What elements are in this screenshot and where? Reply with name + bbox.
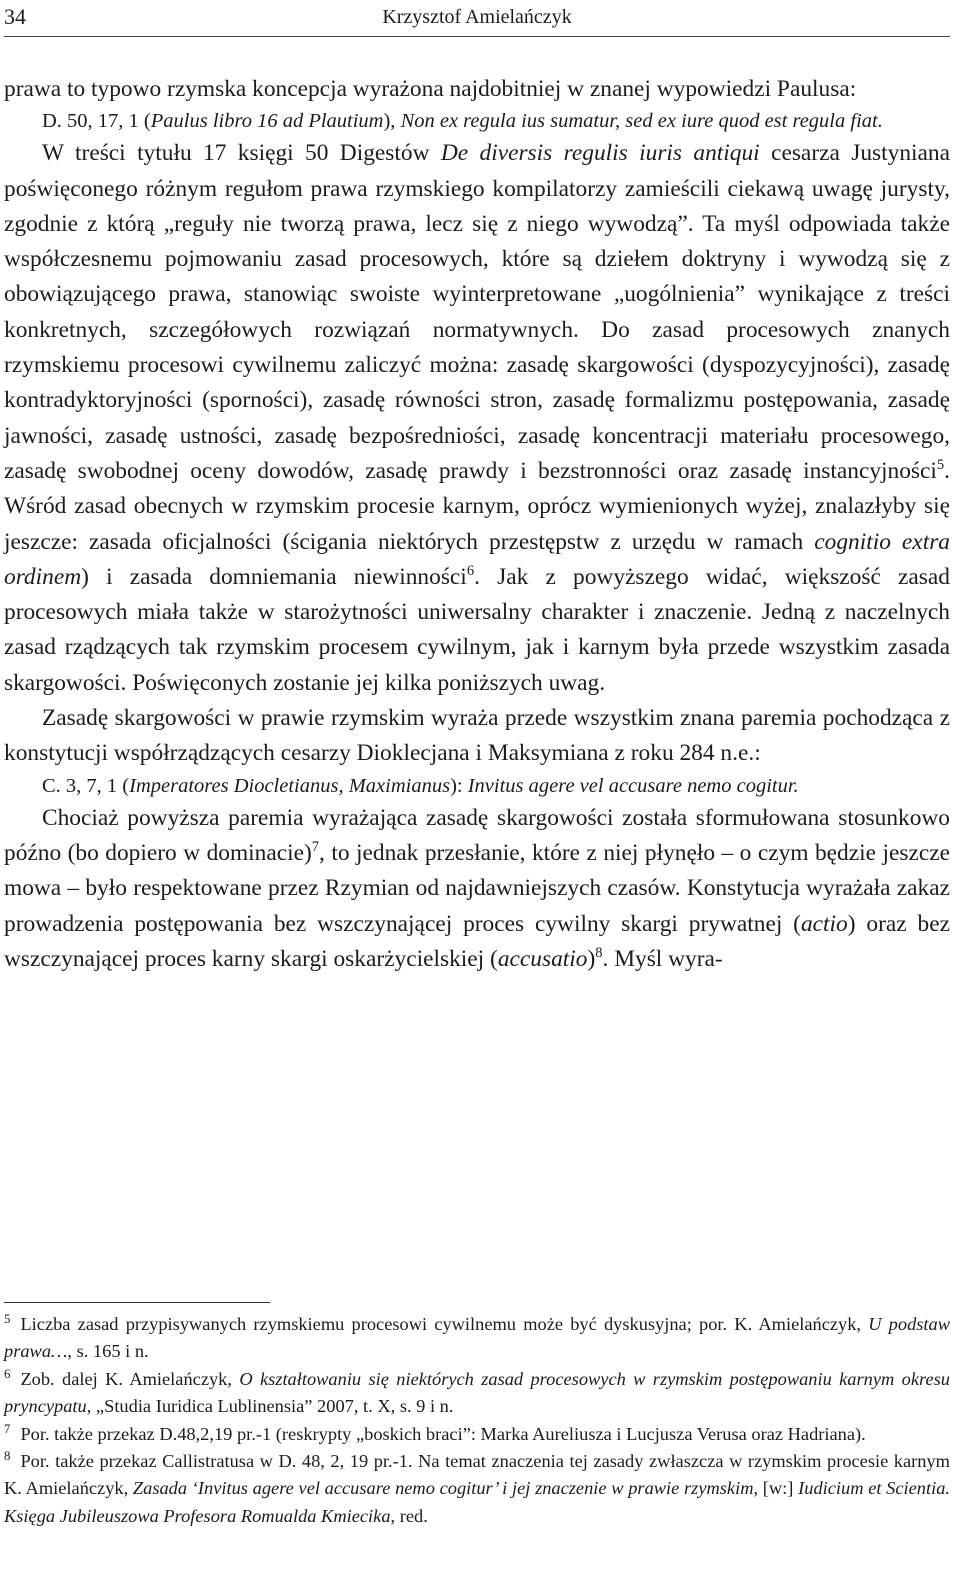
latin-term: actio (800, 910, 848, 937)
quote-text: Non ex regula ius sumatur, sed ex iure quod est regula fiat. (400, 110, 883, 133)
footnote-number: 7 (4, 1421, 11, 1436)
quote-punctuation: ), (383, 110, 401, 133)
footnote-ref-7[interactable]: 7 (311, 839, 320, 856)
paragraph-1 (4, 72, 950, 107)
paragraph-4-text-e: . Myśl wyra- (602, 945, 723, 972)
quote-citation: D. 50, 17, 1 ( (42, 110, 151, 133)
footnote-title: U podstaw prawa… (4, 1314, 950, 1362)
quote-source: Imperatores Diocletianus, Maximianus (129, 774, 451, 797)
paragraph-3 (4, 701, 950, 772)
latin-term: cognitio extra ordinem (4, 528, 950, 590)
paragraph-2-text-c: . Wśród zasad obecnych w rzymskim procesie karnym, oprócz wymienionych wyżej, znalazłyby się jeszcze: zasada oficjalności (ścigania niektórych przestępstw z urzędu w ramach (4, 457, 950, 555)
paragraph-1-text: prawa to typowo rzymska koncepcja wyrażona najdobitniej w znanej wypowiedzi Paulusa: (4, 76, 857, 102)
footnote-5 (4, 1311, 950, 1366)
header-rule (4, 36, 950, 37)
footnote-text: , [w:] (753, 1478, 799, 1499)
footnote-separator (4, 1302, 270, 1303)
footnote-text: Zob. dalej K. Amielańczyk, (20, 1368, 240, 1389)
footnote-number: 5 (4, 1311, 11, 1326)
paragraph-4 (4, 801, 950, 977)
paragraph-2-text-a: W treści tytułu 17 księgi 50 Digestów (42, 140, 441, 167)
footnote-ref-8[interactable]: 8 (595, 945, 603, 962)
footnote-ref-6[interactable]: 6 (466, 563, 475, 580)
footnote-ref-5[interactable]: 5 (936, 457, 945, 474)
footnote-6 (4, 1366, 950, 1421)
paragraph-2-text-b: cesarza Justyniana poświęconego różnym regułom prawa rzymskiego kompilatorzy zamieścili ciekawą uwagę jurysty, zgodnie z którą „reguły nie tworzą prawa, lecz się z niego wywodzą”. Ta myśl odpowiada także współczesnemu pojmowaniu zasad procesowych, które są dziełem doktryny i wywodzą się z obowiązującego prawa, stanowiąc swoiste wyinterpretowane „uogólnienia” wynikające z treści konkretnych, szczegółowych rozwiązań normatywnych. Do zasad procesowych znanych rzymskiemu procesowi cywilnemu zaliczyć można: zasadę skargowości (dyspozycyjności), zasadę kontradyktoryjności (sporności), zasadę równości stron, zasadę formalizmu postępowania, zasadę jawności, zasadę ustności, zasadę bezpośredniości, zasadę koncentracji materiału procesowego, zasadę swobodnej oceny dowodów, zasadę prawdy i bezstronności oraz zasadę instancyjności (4, 140, 950, 484)
footnotes (4, 1311, 950, 1530)
footnote-7 (4, 1421, 950, 1448)
quote-citation: C. 3, 7, 1 ( (42, 774, 130, 797)
paragraph-2 (4, 136, 950, 701)
paragraph-2-text-e: . Jak z powyższego widać, większość zasad procesowych miała także w starożytności uniwersalny charakter i znaczenie. Jedną z naczelnych zasad rządzących tak rzymskim procesem cywilnym, jak i karnym była przede wszystkim zasada skargowości. Poświęconych zostanie jej kilka poniższych uwag. (4, 563, 950, 696)
footnote-text: , „Studia Iuridica Lublinensia” 2007, t. X, s. 9 i n. (86, 1396, 454, 1417)
footnote-title: Iudicium et Scientia. Księga Jubileuszowa Profesora Romualda Kmiecika (4, 1478, 951, 1526)
quote-text: Invitus agere vel accusare nemo cogitur. (467, 774, 799, 797)
footnote-title: O kształtowaniu się niektórych zasad procesowych w rzymskim postępowaniu karnym okresu pryncypatu (4, 1368, 950, 1417)
footnote-title: Zasada ‘Invitus agere vel accusare nemo cogitur’ i jej znaczenie w prawie rzymskim (132, 1478, 754, 1499)
footnote-8 (4, 1448, 950, 1530)
paragraph-4-text-b: , to jednak przesłanie, które z niej płynęło – o czym będzie jeszcze mowa – było respektowane przez Rzymian od najdawniejszych czasów. Konstytucja wyrażała zakaz prowadzenia postępowania bez wszczynającej proces cywilny skargi prywatnej ( (4, 839, 950, 937)
footnote-number: 6 (4, 1366, 11, 1381)
block-quote-codex (4, 772, 950, 801)
running-head-author: Krzysztof Amielańczyk (382, 6, 572, 28)
footnote-text: Por. także przekaz Callistratusa w D. 48, 2, 19 pr.-1. Na temat znaczenia tej zasady zwłaszcza w rzymskim procesie karnym K. Amielańczyk, (4, 1451, 950, 1499)
footnote-text: , s. 165 i n. (67, 1341, 149, 1362)
quote-punctuation: ): (450, 774, 468, 797)
footnote-text: Liczba zasad przypisywanych rzymskiemu procesowi cywilnemu może być dyskusyjna; por. K. Amielańczyk, (20, 1314, 869, 1334)
block-quote-digest (4, 107, 950, 136)
paragraph-2-text-d: ) i zasada domniemania niewinności (81, 563, 467, 590)
digest-title: De diversis regulis iuris antiqui (440, 140, 760, 167)
quote-source: Paulus libro 16 ad Plautium (150, 110, 384, 133)
paragraph-4-text-c: ) oraz bez wszczynającej proces karny skargi oskarżycielskiej ( (4, 910, 950, 972)
paragraph-4-text-d: ) (587, 945, 596, 972)
footnote-text: Por. także przekaz D.48,2,19 pr.-1 (reskrypty „boskich braci”: Marka Aureliusza i Lucjusza Verusa oraz Hadriana). (20, 1423, 866, 1444)
main-text (4, 72, 950, 977)
running-head (4, 2, 950, 32)
paragraph-4-text-a: Chociaż powyższa paremia wyrażająca zasadę skargowości została sformułowana stosunkowo późno (bo dopiero w dominacie) (4, 804, 950, 866)
page-number: 34 (4, 4, 26, 29)
footnote-text: , red. (390, 1505, 428, 1526)
footnote-number: 8 (4, 1448, 11, 1463)
paragraph-3-text: Zasadę skargowości w prawie rzymskim wyraża przede wszystkim znana paremia pochodząca z konstytucji współrządzących cesarzy Dioklecjana i Maksymiana z roku 284 n.e.: (4, 705, 950, 767)
latin-term: accusatio (497, 945, 588, 972)
